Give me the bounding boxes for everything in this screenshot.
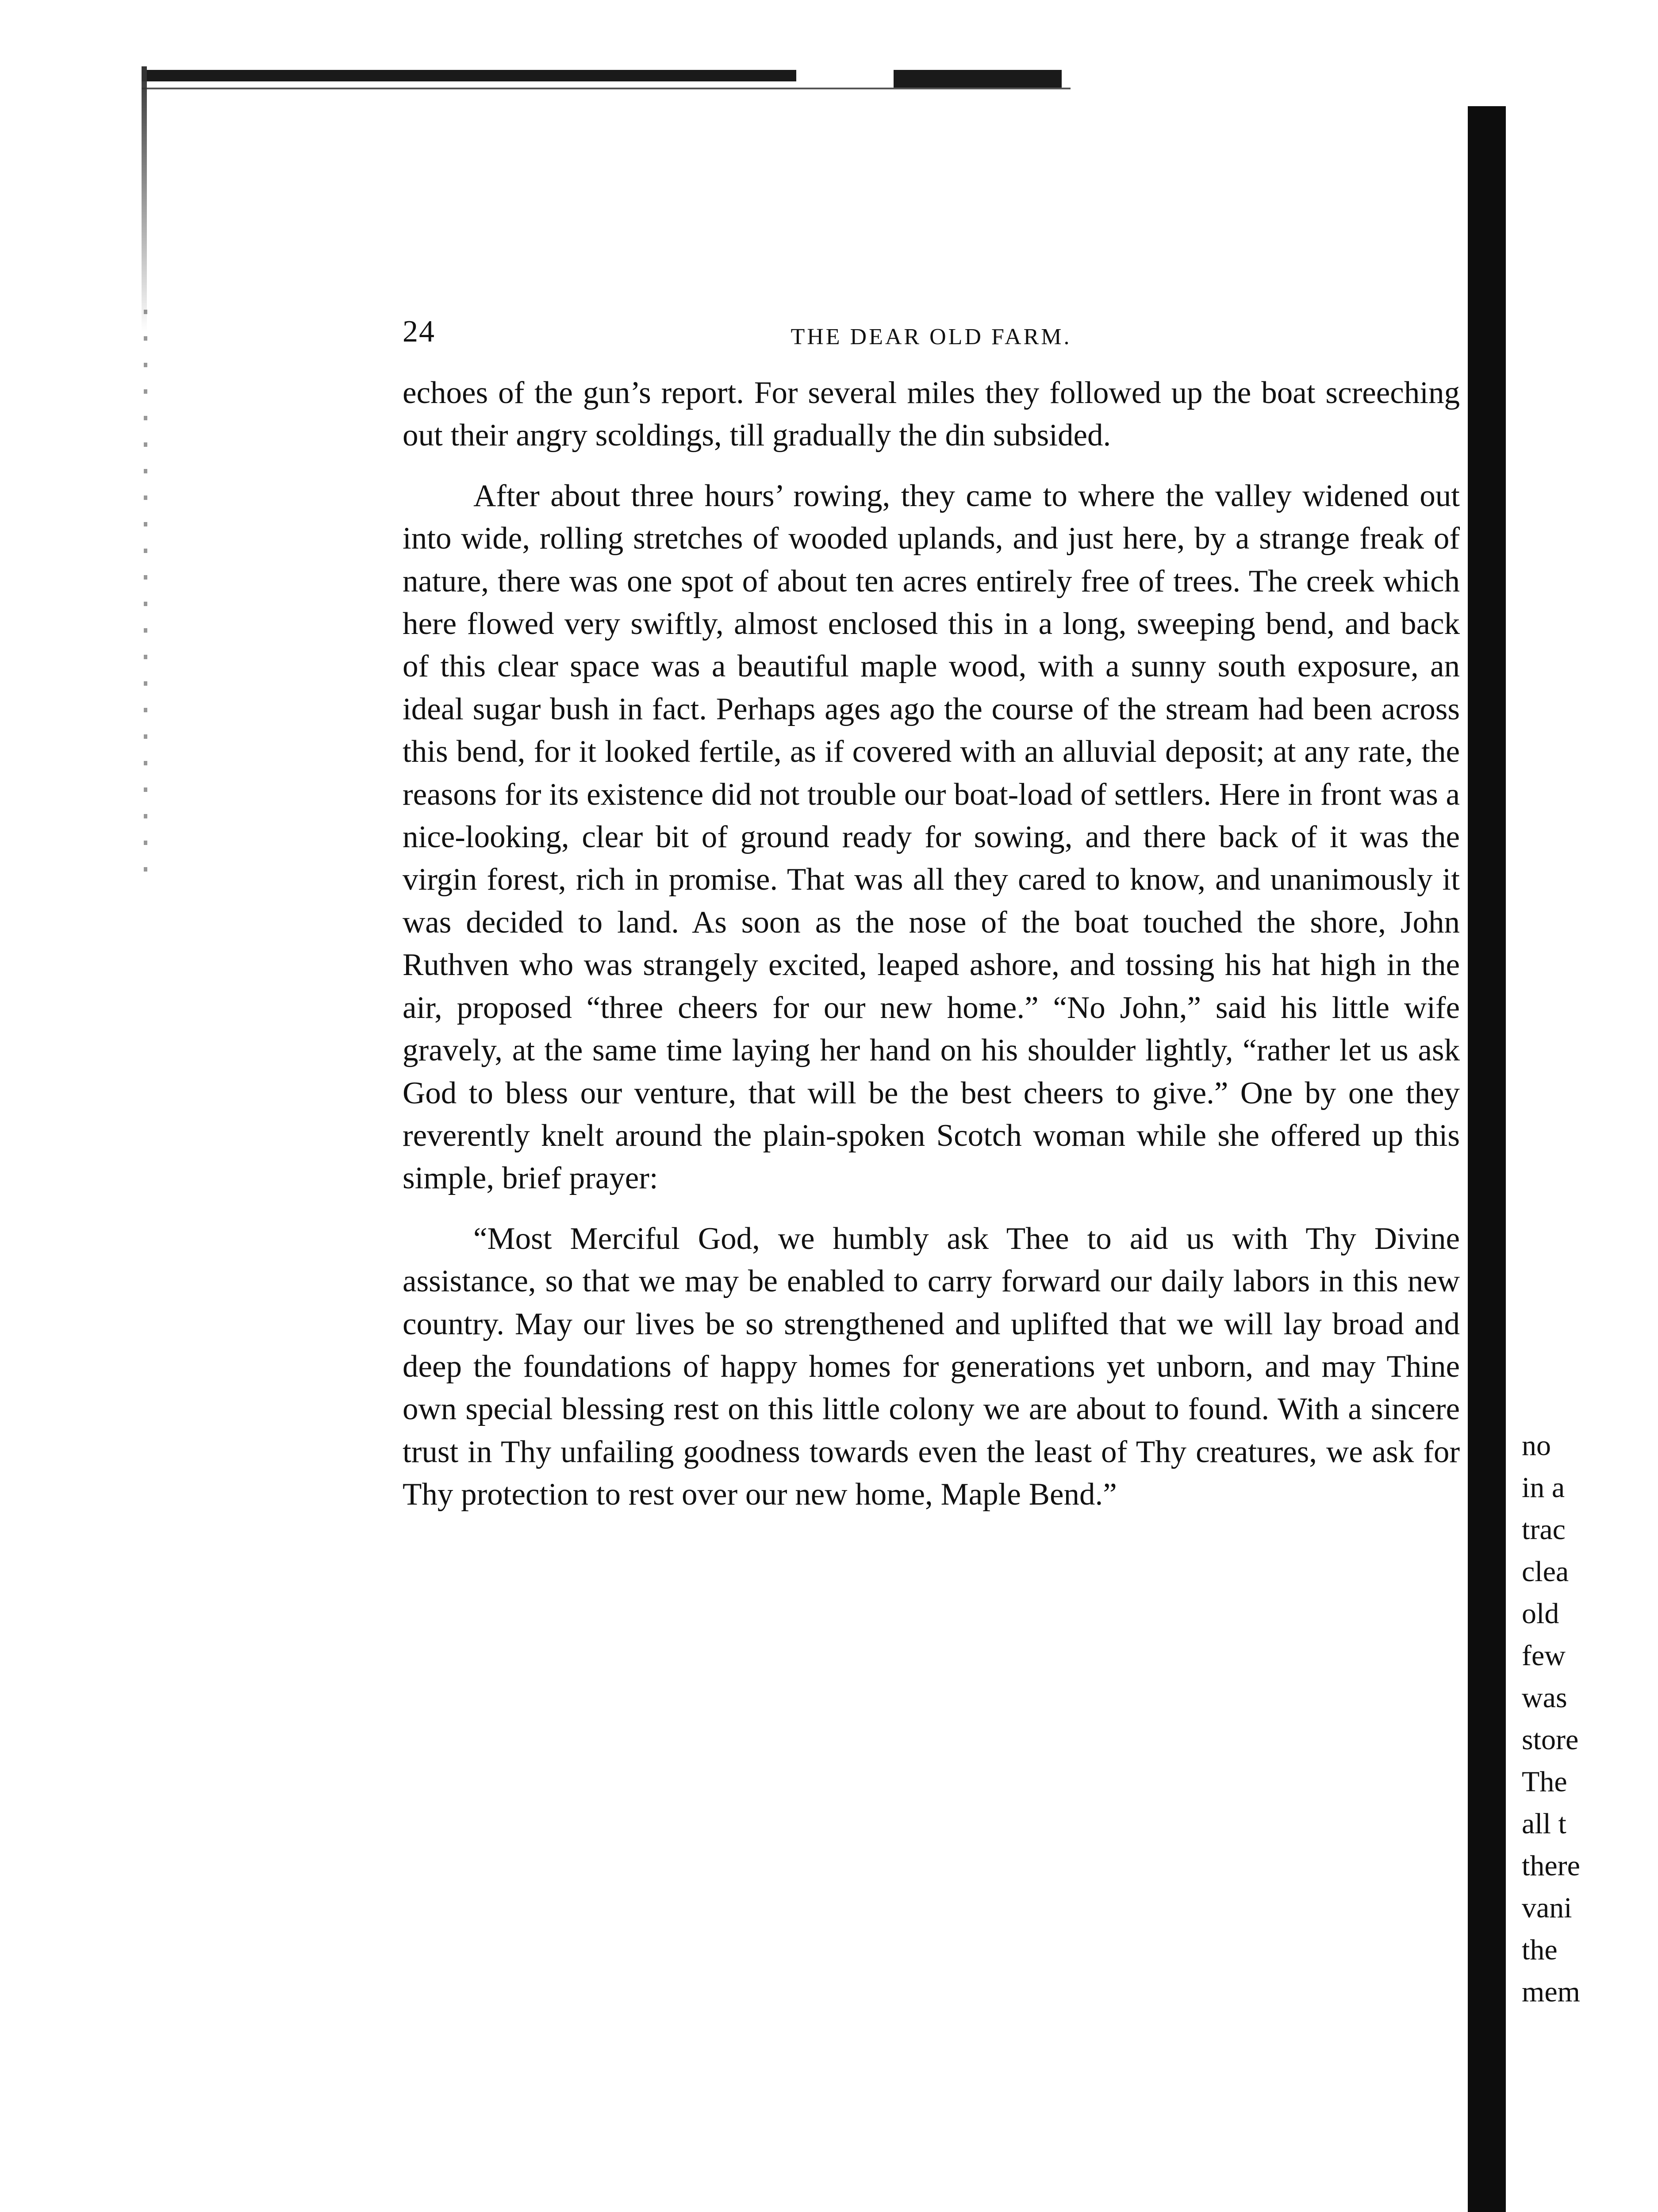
facing-line: mem	[1522, 1976, 1580, 2008]
facing-line: trac	[1522, 1513, 1566, 1546]
facing-line: old	[1522, 1598, 1559, 1630]
facing-line: few	[1522, 1640, 1566, 1672]
scan-left-edge	[142, 66, 147, 332]
binding-gutter-shadow	[1468, 106, 1506, 2212]
facing-line: clea	[1522, 1555, 1569, 1588]
paragraph-continuation: echoes of the gun’s report. For several miles they followed up the boat screeching out their angry scoldings, till gradually the din subsided.	[403, 376, 1460, 453]
facing-line: there	[1522, 1850, 1580, 1882]
facing-page-fragment	[1522, 1425, 1654, 2013]
facing-line: The	[1522, 1766, 1567, 1798]
running-title: THE DEAR OLD FARM.	[791, 324, 1072, 349]
facing-line: in a	[1522, 1471, 1565, 1504]
facing-line: all t	[1522, 1808, 1566, 1840]
scan-top-rule	[142, 70, 796, 81]
facing-line: vani	[1522, 1892, 1572, 1924]
page-number: 24	[403, 315, 435, 349]
facing-line: was	[1522, 1682, 1567, 1714]
running-head	[403, 310, 1460, 363]
paragraph-landing: After about three hours’ rowing, they came to where the valley widened out into wide, rolling stretches of wooded uplands, and just here, by a strange freak of nature, there was one spot of about ten acres entirely free of trees. The creek which here flowed very swiftly, almost enclosed this in a long, sweeping bend, and back of this clear space was a beautiful maple wood, with a sunny south exposure, an ideal sugar bush in fact. Perhaps ages ago the course of the stream had been across this bend, for it looked fertile, as if covered with an alluvial deposit; at any rate, the reasons for its existence did not trouble our boat-load of settlers. Here in front was a nice-looking, clear bit of ground ready for sowing, and there back of it was the virgin forest, rich in promise. That was all they cared to know, and unanimously it was decided to land. As soon as the nose of the boat touched the shore, John Ruthven who was strangely excited, leaped ashore, and tossing his hat high in the air, proposed “three cheers for our new home.” “No John,” said his little wife gravely, at the same time laying her hand on his shoulder lightly, “rather let us ask God to bless our venture, that will be the best cheers to give.” One by one they reverently knelt around the plain-spoken Scotch woman while she offered up this simple, brief prayer:	[403, 478, 1460, 1196]
facing-line: the	[1522, 1934, 1558, 1966]
scan-left-margin-specks	[144, 310, 147, 885]
facing-line: store	[1522, 1724, 1579, 1756]
scan-top-rule-right	[894, 70, 1062, 89]
scan-top-hairline	[142, 88, 1071, 89]
facing-line: no	[1522, 1429, 1551, 1462]
paragraph-prayer: “Most Merciful God, we humbly ask Thee to aid us with Thy Divine assistance, so that we may be enabled to carry forward our daily labors in this new country. May our lives be so strengthened and uplifted that we will lay broad and deep the foundations of happy homes for generations yet unborn, and may Thine own special blessing rest on this little colony we are about to found. With a sincere trust in Thy unfailing goodness towards even the least of Thy creatures, we ask for Thy protection to rest over our new home, Maple Bend.”	[403, 1221, 1460, 1512]
body-text	[403, 372, 1460, 1516]
